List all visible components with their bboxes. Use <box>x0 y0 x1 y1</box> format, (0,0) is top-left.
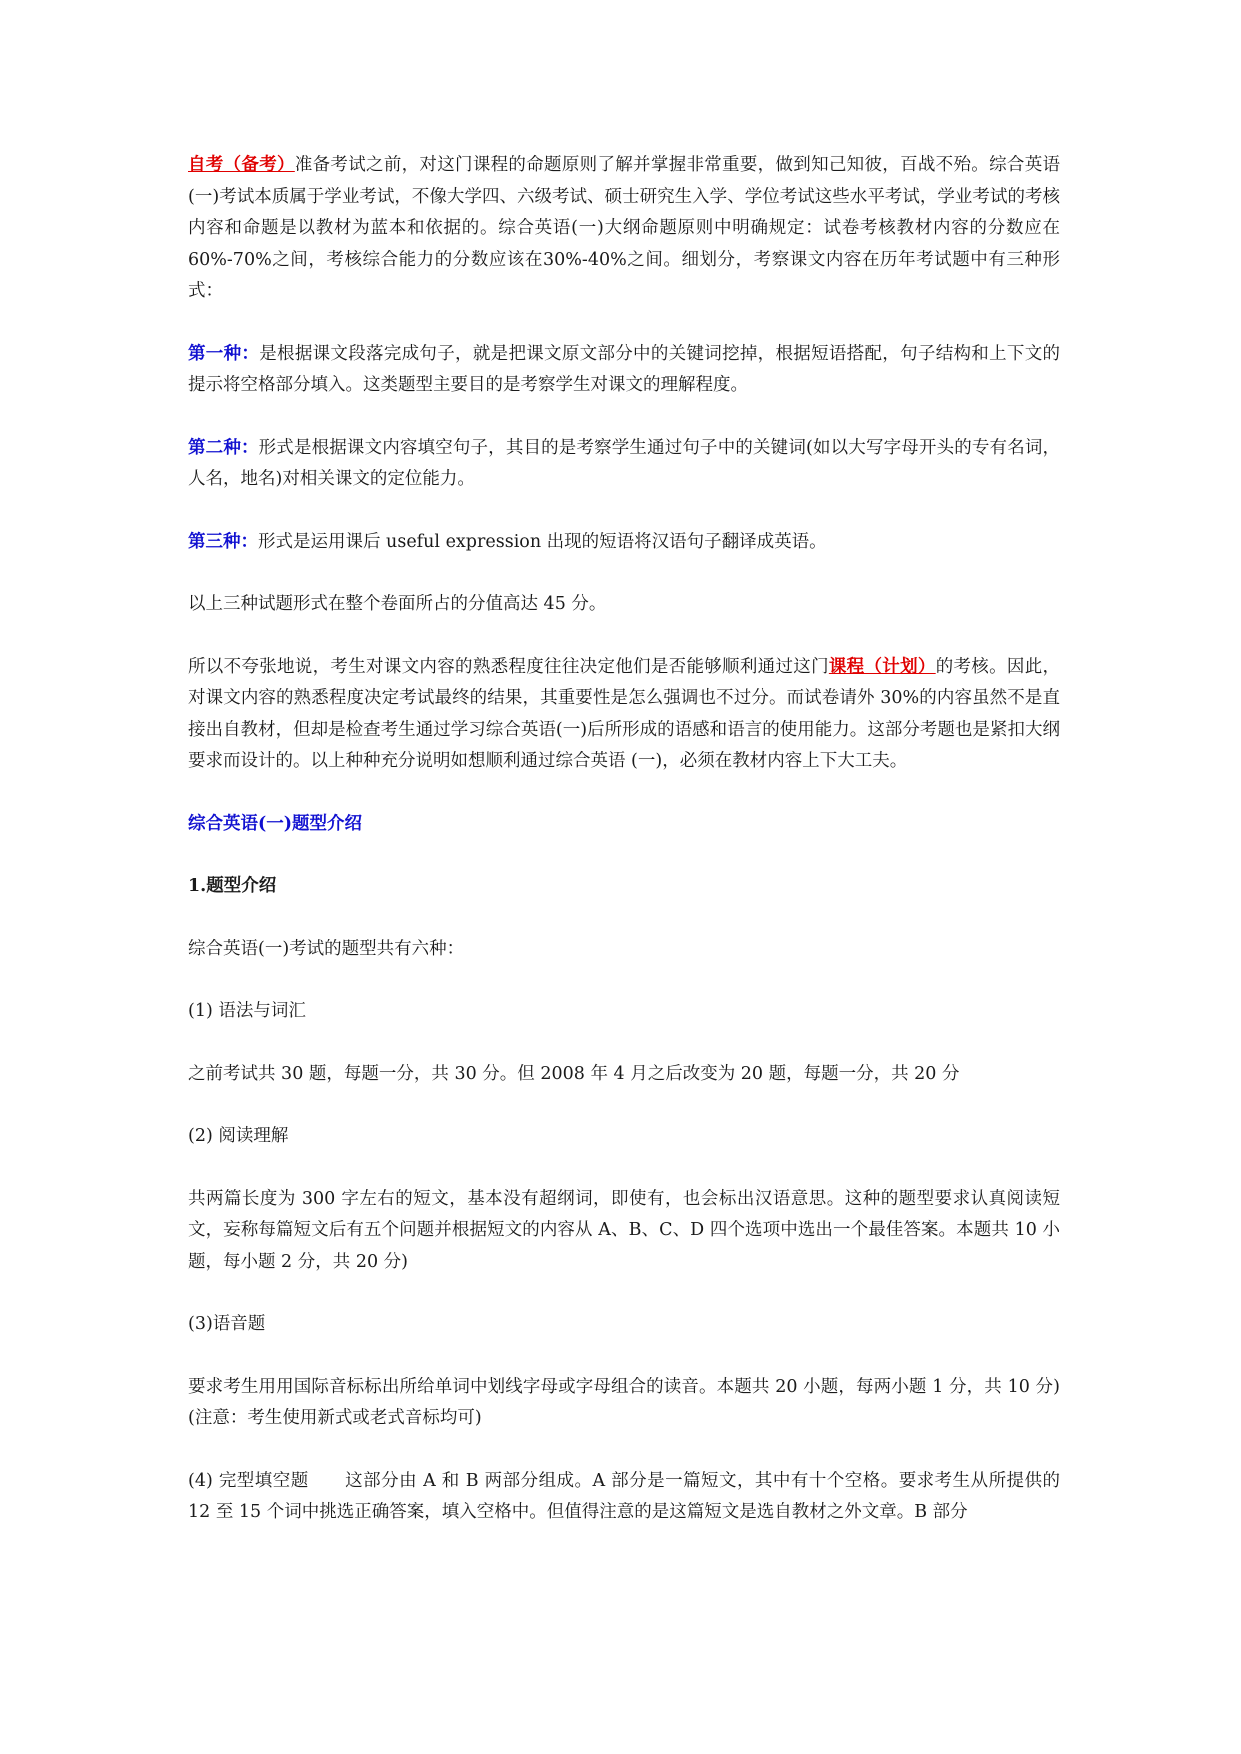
section-title: 综合英语(一)题型介绍 <box>188 813 363 834</box>
self-study-link[interactable]: 自考（备考） <box>188 155 295 175</box>
document-page <box>188 150 1060 1560</box>
type-3-description: 要求考生用用国际音标标出所给单词中划线字母或字母组合的读音。本题共 20 小题，每两小题 1 分，共 10 分)(注意：考生使用新式或老式音标均可) <box>188 1376 1060 1428</box>
course-plan-link[interactable]: 课程（计划） <box>828 656 936 677</box>
form-1-paragraph <box>188 339 1060 402</box>
intro-paragraph <box>188 150 1060 308</box>
form-2-paragraph <box>188 433 1060 496</box>
type-2-description: 共两篇长度为 300 字左右的短文，基本没有超纲词，即使有，也会标出汉语意思。这种的题型要求认真阅读短文，妄称每篇短文后有五个问题并根据短文的内容从 A、B、C、D 四个选项中选出一个最佳答案。本题共 10 小题，每小题 2 分，共 20 分) <box>188 1188 1060 1272</box>
type-3-label: (3)语音题 <box>188 1314 266 1334</box>
form-3-paragraph <box>188 527 1060 559</box>
summary-text-after: 的考核。因此，对课文内容的熟悉程度决定考试最终的结果，其重要性是怎么强调也不过分。而试卷请外 30%的内容虽然不是直接出自教材，但却是检查考生通过学习综合英语(一)后所形成的语感和语言的使用能力。这部分考题也是紧扣大纲要求而设计的。以上种种充分说明如想顺利通过综合英语 (一)，必须在教材内容上下大工夫。 <box>188 656 1060 771</box>
type-4-paragraph <box>188 1466 1060 1529</box>
types-intro: 综合英语(一)考试的题型共有六种： <box>188 938 465 959</box>
form-1-text: 是根据课文段落完成句子，就是把课文原文部分中的关键词挖掉，根据短语搭配，句子结构和上下文的提示将空格部分填入。这类题型主要目的是考察学生对课文的理解程度。 <box>188 343 1061 395</box>
type-4-description: 这部分由 A 和 B 两部分组成。A 部分是一篇短文，其中有十个空格。要求考生从所提供的 12 至 15 个词中挑选正确答案，填入空格中。但值得注意的是这篇短文是选自教材之外文章。B 部分 <box>188 1470 1060 1522</box>
form-2-label: 第二种： <box>188 437 259 458</box>
form-1-label: 第一种： <box>188 343 260 364</box>
type-4-label: (4) 完型填空题 <box>188 1470 309 1491</box>
form-3-label: 第三种： <box>188 531 258 552</box>
summary-paragraph <box>188 652 1060 778</box>
subsection-title: 1.题型介绍 <box>188 876 277 896</box>
type-2-label: (2) 阅读理解 <box>188 1126 289 1146</box>
form-3-text: 形式是运用课后 useful expression 出现的短语将汉语句子翻译成英语。 <box>258 531 827 552</box>
type-1-label: (1) 语法与词汇 <box>188 1001 306 1021</box>
form-2-text: 形式是根据课文内容填空句子，其目的是考察学生通过句子中的关键词(如以大写字母开头的专有名词，人名，地名)对相关课文的定位能力。 <box>188 437 1061 489</box>
intro-text: 准备考试之前，对这门课程的命题原则了解并掌握非常重要，做到知己知彼，百战不殆。综合英语(一)考试本质属于学业考试，不像大学四、六级考试、硕士研究生入学、学位考试这些水平考试，学业考试的考核内容和命题是以教材为蓝本和依据的。综合英语(一)大纲命题原则中明确规定：试卷考核教材内容的分数应在60%-70%之间，考核综合能力的分数应该在30%-40%之间。细划分，考察课文内容在历年考试题中有三种形式： <box>188 155 1060 301</box>
summary-text-before: 所以不夸张地说，考生对课文内容的熟悉程度往往决定他们是否能够顺利通过这门 <box>188 656 829 677</box>
score-note: 以上三种试题形式在整个卷面所占的分值高达 45 分。 <box>188 594 607 614</box>
type-1-description: 之前考试共 30 题，每题一分，共 30 分。但 2008 年 4 月之后改变为 20 题，每题一分，共 20 分 <box>188 1063 960 1084</box>
